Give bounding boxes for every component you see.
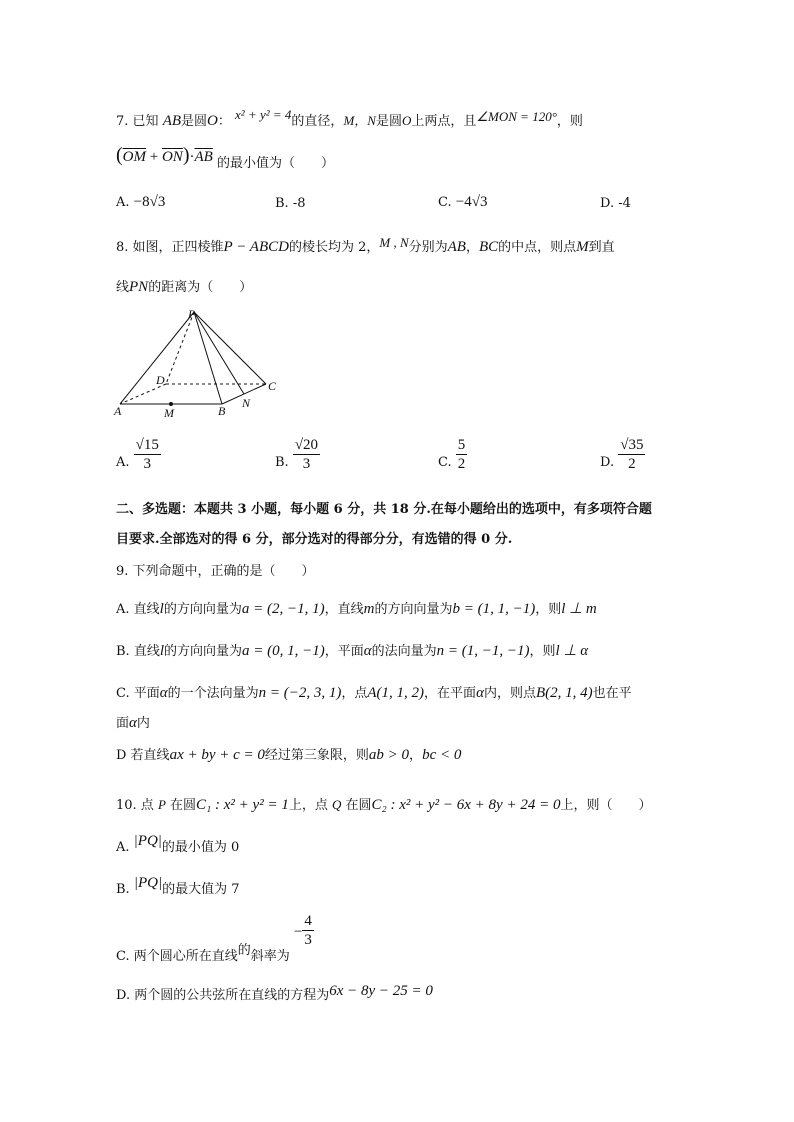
q9-option-c-line2: 面α内 bbox=[116, 715, 150, 731]
q8-option-b: B. $\frac{√20}{3}$ bbox=[275, 437, 319, 472]
q7-stem-line1: 7. 已知 AB是圆O： x² + y² = 4的直径，M，N是圆O上两点，且∠MON = 120°，则 bbox=[116, 107, 583, 129]
label-m: M bbox=[164, 406, 174, 420]
q10-option-d: D. 两个圆的公共弦所在直线的方程为6x − 8y − 25 = 0 bbox=[116, 983, 433, 1003]
q8-stem-line2: 线PN的距离为（ ） bbox=[116, 279, 253, 295]
q7-stem-line2: $(\overline{OM} + \overline{ON})\cdot\overline{AB}$ 的最小值为（ ） bbox=[116, 144, 334, 171]
pyramid-figure bbox=[108, 300, 298, 426]
edge-da bbox=[120, 384, 166, 404]
edge-pd bbox=[166, 312, 194, 384]
q10-option-c: C. 两个圆心所在直线的斜率为 − $\frac{4}{3}$ bbox=[116, 913, 312, 964]
q8-stem-line1: 8. 如图，正四棱锥P − ABCD的棱长均为 2，M , N分别为AB，BC的中点，则点M到直 bbox=[116, 235, 615, 255]
section2-heading-line2: 目要求.全部选对的得 6 分，部分选对的得部分分，有选错的得 0 分. bbox=[116, 532, 513, 547]
q7-option-c: C. −4√3 bbox=[438, 194, 488, 210]
q7-option-b: B. -8 bbox=[275, 196, 306, 211]
q8-option-c: C. $\frac{5}{2}$ bbox=[438, 437, 466, 472]
q7-option-a: A. −8√3 bbox=[116, 194, 166, 210]
label-d: D bbox=[156, 373, 165, 387]
edge-pn bbox=[194, 312, 244, 394]
q9-option-d: D 若直线ax + by + c = 0经过第三象限，则ab > 0，bc < 0 bbox=[116, 747, 462, 763]
q9-option-b: B. 直线l的方向向量为a = (0, 1, −1)，平面α的法向量为n = (1, −1, −1)，则l ⊥ α bbox=[116, 643, 589, 659]
q8-option-d: D. $\frac{√35}{2}$ bbox=[600, 437, 644, 472]
label-n: N bbox=[242, 396, 251, 410]
q8-option-a: A. $\frac{√15}{3}$ bbox=[116, 437, 159, 472]
label-b: B bbox=[218, 404, 226, 418]
q7-option-d: D. -4 bbox=[600, 196, 631, 211]
q10-option-b: B. |PQ|的最大值为 7 bbox=[116, 875, 240, 897]
q9-option-c-line1: C. 平面α的一个法向量为n = (−2, 3, 1)，点A(1, 1, 2)，在平面α内，则点B(2, 1, 4)也在平 bbox=[116, 685, 632, 701]
edge-pa bbox=[120, 312, 194, 404]
q9-option-a: A. 直线l的方向向量为a = (2, −1, 1)，直线m的方向向量为b = (1, 1, −1)，则l ⊥ m bbox=[116, 601, 597, 617]
label-p: P bbox=[188, 307, 196, 321]
section2-heading-line1: 二、多选题：本题共 3 小题，每小题 6 分，共 18 分.在每小题给出的选项中，有多项符合题 bbox=[116, 502, 652, 517]
q9-stem: 9. 下列命题中，正确的是（ ） bbox=[116, 564, 315, 579]
label-a: A bbox=[114, 404, 122, 418]
label-c: C bbox=[268, 379, 277, 393]
q10-option-a: A. |PQ|的最小值为 0 bbox=[116, 833, 240, 855]
q10-stem: 10. 点 P 在圆C₁ : x² + y² = 1上，点 Q 在圆C₂ : x² + y² − 6x + 8y + 24 = 0上，则（ ） bbox=[116, 797, 652, 813]
